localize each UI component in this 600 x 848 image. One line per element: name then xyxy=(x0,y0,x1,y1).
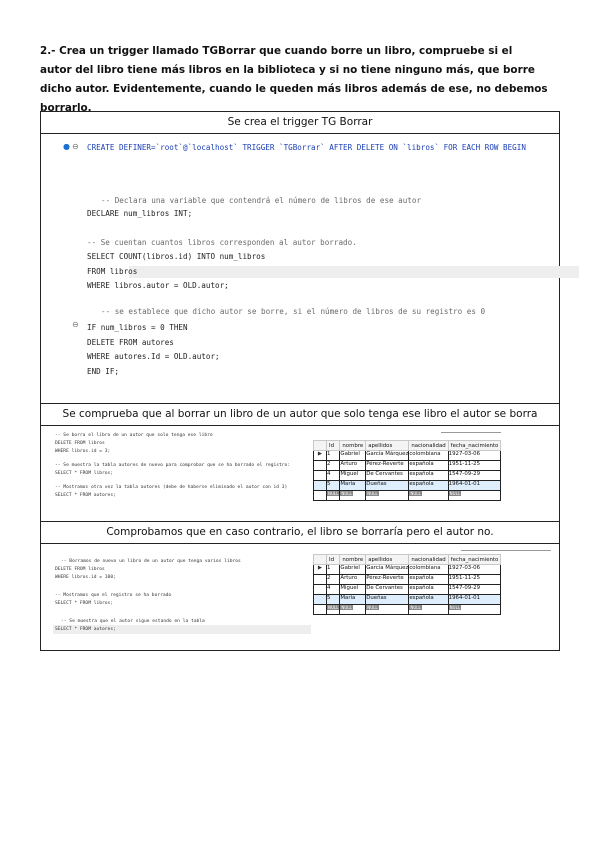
cell[interactable]: María xyxy=(340,595,366,605)
test2-line-7: SELECT * FROM autores; xyxy=(55,627,116,632)
section-2-title: Se comprueba que al borrar un libro de un autor que solo tenga ese libro el autor se borra xyxy=(41,404,560,426)
null-badge: NULL xyxy=(328,605,339,610)
row-indicator xyxy=(314,595,327,605)
col-header[interactable]: nombre xyxy=(340,441,366,451)
trigger-code-l5: SELECT COUNT(libros.id) INTO num_libros xyxy=(87,252,266,261)
cell[interactable]: española xyxy=(409,481,448,491)
fold-toggle-icon[interactable]: ⊖ xyxy=(72,320,79,329)
section-2-content xyxy=(41,426,560,522)
test1-pane xyxy=(41,426,559,521)
row-indicator-header xyxy=(314,441,327,451)
trigger-code-l4: -- Se cuentan cuantos libros corresponden al autor borrado. xyxy=(87,238,357,247)
cell[interactable]: 1547-09-29 xyxy=(448,471,501,481)
exercise-line-2: autor del libro tiene más libros en la biblioteca y si no tiene ninguno más, que borre xyxy=(40,64,535,76)
result-toolbar xyxy=(441,432,501,436)
cell[interactable]: 4 xyxy=(327,471,340,481)
trigger-code-l8: -- se establece que dicho autor se borre, si el número de libros de su registro es 0 xyxy=(101,307,486,316)
trigger-editor xyxy=(41,134,559,387)
null-cell[interactable] xyxy=(340,605,366,615)
null-badge: NULL xyxy=(449,491,461,496)
test2-line-1: -- Borramos de nuevo un libro de un autor que tenga varios libros xyxy=(61,559,241,564)
cell[interactable]: 1 xyxy=(327,451,340,461)
trigger-code-l12: END IF; xyxy=(87,367,120,376)
cell[interactable]: María xyxy=(340,481,366,491)
cell[interactable]: Arturo xyxy=(340,575,366,585)
null-badge: NULL xyxy=(449,605,461,610)
cell[interactable]: De Cervantes xyxy=(366,471,409,481)
cell[interactable]: española xyxy=(409,595,448,605)
cell[interactable]: Pérez-Reverte xyxy=(366,575,409,585)
cell[interactable]: Dueñas xyxy=(366,481,409,491)
null-cell[interactable] xyxy=(448,491,501,501)
trigger-code-l7: WHERE libros.autor = OLD.autor; xyxy=(87,281,229,290)
col-header[interactable]: nacionalidad xyxy=(409,441,448,451)
exercise-line-3: dicho autor. Evidentemente, cuando le queden más libros además de ese, no debemos xyxy=(40,83,548,95)
row-indicator xyxy=(314,481,327,491)
col-header[interactable]: nacionalidad xyxy=(409,555,448,565)
cell[interactable]: 5 xyxy=(327,481,340,491)
cell[interactable]: Dueñas xyxy=(366,595,409,605)
fold-toggle-icon[interactable]: ⊖ xyxy=(72,142,79,151)
test1-line-5: SELECT * FROM libros; xyxy=(55,471,114,476)
trigger-code-l1 xyxy=(87,143,526,153)
trigger-code-l11: WHERE autores.Id = OLD.autor; xyxy=(87,352,220,361)
cell[interactable]: De Cervantes xyxy=(366,585,409,595)
null-cell[interactable] xyxy=(448,605,501,615)
col-header[interactable]: nombre xyxy=(340,555,366,565)
cell[interactable]: García Márquez xyxy=(366,451,409,461)
null-cell[interactable] xyxy=(366,605,409,615)
test2-line-4: -- Mostramos que el registro se ha borrado xyxy=(55,593,172,598)
trigger-code-l3: DECLARE num_libros INT; xyxy=(87,209,193,218)
exercise-line-1: 2.- Crea un trigger llamado TGBorrar que cuando borre un libro, compruebe si el xyxy=(40,45,513,57)
cell[interactable]: 2 xyxy=(327,461,340,471)
test1-line-2: DELETE FROM libros xyxy=(55,441,105,446)
row-indicator xyxy=(314,585,327,595)
null-cell[interactable] xyxy=(327,491,340,501)
col-header[interactable]: Id xyxy=(327,441,340,451)
trigger-code-l10: DELETE FROM autores xyxy=(87,338,174,347)
result-grid-2 xyxy=(313,554,501,615)
cell[interactable]: 1927-03-06 xyxy=(448,565,501,575)
null-badge: NULL xyxy=(328,491,339,496)
cell[interactable]: Gabriel xyxy=(340,565,366,575)
test2-line-5: SELECT * FROM libros; xyxy=(55,601,114,606)
test1-line-7: SELECT * FROM autores; xyxy=(55,493,116,498)
trigger-code-l2: -- Declara una variable que contendrá el número de libros de ese autor xyxy=(101,196,422,205)
row-indicator xyxy=(314,461,327,471)
cell[interactable]: española xyxy=(409,575,448,585)
col-header[interactable]: fecha_nacimiento xyxy=(448,555,501,565)
test2-line-3: WHERE libros.id = 100; xyxy=(55,575,116,580)
cell[interactable]: Miguel xyxy=(340,471,366,481)
col-header[interactable]: apellidos xyxy=(366,555,409,565)
cell[interactable]: 1547-09-29 xyxy=(448,585,501,595)
col-header[interactable]: Id xyxy=(327,555,340,565)
cell[interactable]: española xyxy=(409,585,448,595)
null-badge: NULL xyxy=(410,491,421,496)
test2-pane xyxy=(41,544,559,650)
null-badge: NULL xyxy=(341,491,352,496)
trigger-code-l6: FROM libros xyxy=(87,267,138,276)
cell[interactable]: 1951-11-25 xyxy=(448,575,501,585)
cell[interactable]: Pérez-Reverte xyxy=(366,461,409,471)
cell[interactable]: colombiana xyxy=(409,451,448,461)
trigger-code-l9: IF num_libros = 0 THEN xyxy=(87,323,188,332)
section-1-title: Se crea el trigger TG Borrar xyxy=(41,112,560,134)
solution-table xyxy=(40,111,560,651)
test1-line-6: -- Mostramos otra vez la tabla autores (debe de haberse eliminado el autor con id 3) xyxy=(55,485,288,490)
test1-line-4: -- Se muestra la tabla autores de nuevo para comprobar que se ha borrado el registro: xyxy=(55,463,291,468)
cell[interactable]: Gabriel xyxy=(340,451,366,461)
section-3-content xyxy=(41,544,560,651)
row-indicator-header xyxy=(314,555,327,565)
null-cell[interactable] xyxy=(327,605,340,615)
cell[interactable]: española xyxy=(409,471,448,481)
test1-line-3: WHERE libros.id = 3; xyxy=(55,449,111,454)
code-line: CREATE DEFINER=`root`@`localhost` TRIGGER `TGBorrar` AFTER DELETE ON `libros` FOR EACH ROW BEGIN xyxy=(87,143,526,152)
cell[interactable]: 1927-03-06 xyxy=(448,451,501,461)
spacer xyxy=(41,387,559,403)
cell[interactable]: Arturo xyxy=(340,461,366,471)
cell[interactable]: 5 xyxy=(327,595,340,605)
row-pointer-icon: ▶ xyxy=(314,451,327,461)
col-header[interactable]: apellidos xyxy=(366,441,409,451)
row-indicator xyxy=(314,491,327,501)
null-badge: NULL xyxy=(367,605,378,610)
col-header[interactable]: fecha_nacimiento xyxy=(448,441,501,451)
result-grid-1 xyxy=(313,440,501,501)
current-line-highlight xyxy=(129,266,579,278)
null-cell[interactable] xyxy=(340,491,366,501)
row-indicator xyxy=(314,471,327,481)
test2-line-6: -- Se muestra que el autor sigue estando en la tabla xyxy=(61,619,205,624)
null-badge: NULL xyxy=(410,605,421,610)
exercise-statement xyxy=(40,42,550,118)
null-badge: NULL xyxy=(341,605,352,610)
cell[interactable]: 1964-01-01 xyxy=(448,481,501,491)
cell[interactable]: española xyxy=(409,461,448,471)
section-3-title: Comprobamos que en caso contrario, el libro se borraría pero el autor no. xyxy=(41,522,560,544)
cell[interactable]: 1964-01-01 xyxy=(448,595,501,605)
null-cell[interactable] xyxy=(366,491,409,501)
row-indicator xyxy=(314,575,327,585)
section-1-content xyxy=(41,134,560,404)
row-pointer-icon: ▶ xyxy=(314,565,327,575)
cell[interactable]: colombiana xyxy=(409,565,448,575)
cell[interactable]: García Márquez xyxy=(366,565,409,575)
test1-line-1: -- Se borra el libro de un autor que solo tenga ese libro xyxy=(55,433,213,438)
null-cell[interactable] xyxy=(409,491,448,501)
breakpoint-icon: ● xyxy=(63,142,70,151)
test2-line-2: DELETE FROM libros xyxy=(55,567,105,572)
cell[interactable]: 1951-11-25 xyxy=(448,461,501,471)
cell[interactable]: Miguel xyxy=(340,585,366,595)
cell[interactable]: 2 xyxy=(327,575,340,585)
row-indicator xyxy=(314,605,327,615)
null-cell[interactable] xyxy=(409,605,448,615)
cell[interactable]: 1 xyxy=(327,565,340,575)
null-badge: NULL xyxy=(367,491,378,496)
exercise-line-4: borrarlo. xyxy=(40,102,92,114)
cell[interactable]: 4 xyxy=(327,585,340,595)
